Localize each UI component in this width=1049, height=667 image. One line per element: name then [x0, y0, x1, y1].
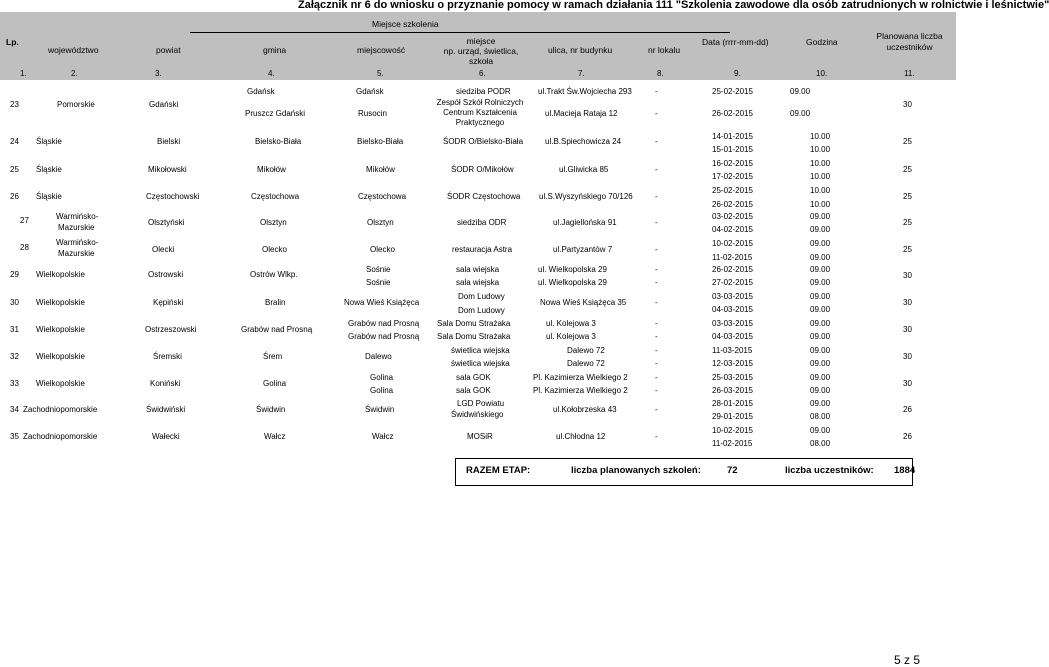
row-gmina: Grabów nad Prosną: [241, 325, 313, 334]
row-date: 26-02-2015: [712, 109, 753, 118]
row-powiat: Koniński: [150, 379, 181, 388]
row-miejscowosc: Sośnie: [366, 278, 391, 287]
column-number-4: 4.: [268, 69, 275, 78]
row-wojewodztwo: Wielkopolskie: [36, 270, 85, 279]
row-ulica: Pl. Kazimierza Wielkiego 2: [533, 373, 628, 382]
row-miejscowosc: Częstochowa: [358, 192, 407, 201]
row-date: 17-02-2015: [712, 172, 753, 181]
row-miejsce: sala wiejska: [456, 278, 500, 287]
row-count: 30: [903, 100, 912, 109]
row-miejscowosc: Dalewo: [365, 352, 392, 361]
header-lp: Lp.: [6, 37, 19, 47]
row-count: 25: [903, 245, 912, 254]
row-powiat: Świdwiński: [146, 405, 186, 414]
row-date: 25-02-2015: [712, 186, 753, 195]
row-hour: 09.00: [810, 319, 831, 328]
row-nr-lokalu: -: [655, 245, 658, 254]
row-ulica: ul.S.Wyszyńskiego 70/126: [539, 192, 633, 201]
row-miejscowosc: Golina: [370, 386, 394, 395]
row-date: 12-03-2015: [712, 359, 753, 368]
row-count: 30: [903, 325, 912, 334]
row-miejsce: sala GOK: [456, 373, 491, 382]
row-powiat: Ostrzeszowski: [145, 325, 197, 334]
row-miejscowosc: Świdwin: [365, 405, 395, 414]
row-wojewodztwo: Mazurskie: [58, 223, 95, 232]
row-miejsce: ŚODR O/Mikołów: [451, 165, 514, 174]
row-ulica: Dalewo 72: [567, 359, 605, 368]
row-gmina: Częstochowa: [251, 192, 300, 201]
row-miejsce: sala wiejska: [456, 265, 500, 274]
row-hour: 08.00: [810, 412, 831, 421]
header-miejsce-2: np. urząd, świetlica,: [443, 46, 519, 56]
row-hour: 10.00: [810, 172, 831, 181]
row-count: 25: [903, 165, 912, 174]
row-nr-lokalu: -: [655, 405, 658, 414]
row-wojewodztwo: Pomorskie: [57, 100, 95, 109]
page-number: 5 z 5: [894, 653, 921, 667]
row-ulica: Nowa Wieś Książęca 35: [540, 298, 627, 307]
row-wojewodztwo: Zachodniopomorskie: [23, 432, 98, 441]
row-count: 30: [903, 271, 912, 280]
column-number-1: 1.: [20, 69, 27, 78]
row-ulica: Pl. Kazimierza Wielkiego 2: [533, 386, 628, 395]
row-date: 11-02-2015: [712, 439, 753, 448]
row-hour: 09.00: [810, 265, 831, 274]
row-miejsce: świetlica wiejska: [451, 346, 510, 355]
row-hour: 09.00: [810, 225, 831, 234]
header-wojewodztwo: województwo: [48, 45, 99, 55]
row-count: 26: [903, 432, 912, 441]
column-number-5: 5.: [377, 69, 384, 78]
row-ulica: Dalewo 72: [567, 346, 605, 355]
row-count: 26: [903, 405, 912, 414]
row-nr-lokalu: -: [655, 359, 658, 368]
row-date: 26-02-2015: [712, 265, 753, 274]
column-number-6: 6.: [479, 69, 486, 78]
row-number: 33: [10, 379, 19, 388]
row-miejsce: Dom Ludowy: [458, 292, 505, 301]
row-miejsce: siedziba ODR: [457, 218, 507, 227]
row-powiat: Gdański: [149, 100, 179, 109]
row-date: 26-03-2015: [712, 386, 753, 395]
row-miejsce: Dom Ludowy: [458, 306, 505, 315]
row-hour: 09.00: [790, 87, 811, 96]
row-number: 31: [10, 325, 19, 334]
row-number: 34: [10, 405, 19, 414]
row-ulica: ul. Wielkopolska 29: [538, 278, 607, 287]
row-miejscowosc: Nowa Wieś Książęca: [344, 298, 420, 307]
row-hour: 09.00: [810, 292, 831, 301]
row-hour: 09.00: [810, 373, 831, 382]
row-powiat: Wałecki: [152, 432, 180, 441]
row-gmina: Pruszcz Gdański: [245, 109, 306, 118]
row-hour: 10.00: [810, 186, 831, 195]
row-wojewodztwo: Śląskie: [36, 137, 62, 146]
row-miejscowosc: Bielsko-Biała: [357, 137, 404, 146]
row-gmina: Olsztyn: [260, 218, 287, 227]
row-date: 14-01-2015: [712, 132, 753, 141]
header-planowana-1: Planowana liczba: [876, 31, 943, 41]
document-title: Załącznik nr 6 do wniosku o przyznanie pomocy w ramach działania 111 "Szkolenia zawodowe dla osób zatrudnionych w rolnictwie i leśnictwie": [298, 0, 1049, 11]
row-nr-lokalu: -: [655, 265, 658, 274]
row-nr-lokalu: -: [655, 137, 658, 146]
row-date: 25-02-2015: [712, 87, 753, 96]
row-powiat: Kępiński: [153, 298, 184, 307]
row-miejscowosc: Mikołów: [366, 165, 395, 174]
row-miejscowosc: Golina: [370, 373, 394, 382]
row-gmina: Gdańsk: [247, 87, 275, 96]
row-gmina: Ostrów Wlkp.: [250, 270, 298, 279]
row-wojewodztwo: Śląskie: [36, 165, 62, 174]
row-nr-lokalu: -: [655, 278, 658, 287]
row-wojewodztwo: Wielkopolskie: [36, 325, 85, 334]
row-hour: 09.00: [810, 212, 831, 221]
row-count: 30: [903, 298, 912, 307]
row-number: 24: [10, 137, 19, 146]
row-nr-lokalu: -: [655, 298, 658, 307]
row-hour: 09.00: [810, 305, 831, 314]
row-ulica: ul.Partyzantów 7: [553, 245, 613, 254]
row-count: 25: [903, 218, 912, 227]
row-powiat: Olsztyński: [148, 218, 185, 227]
row-ulica: ul.Chłodna 12: [556, 432, 606, 441]
row-ulica: ul.B.Spiechowicza 24: [545, 137, 622, 146]
row-powiat: Ostrowski: [148, 270, 184, 279]
row-gmina: Bielsko-Biała: [255, 137, 302, 146]
row-miejsce: LGD Powiatu: [457, 399, 505, 408]
header-planowana-2: uczestników: [886, 42, 933, 52]
row-miejsce: sala GOK: [456, 386, 491, 395]
row-date: 03-03-2015: [712, 319, 753, 328]
header-miejsce-1: miejsce: [466, 36, 496, 46]
header-nr-lokalu: nr lokalu: [648, 45, 681, 55]
row-nr-lokalu: -: [655, 386, 658, 395]
row-date: 15-01-2015: [712, 145, 753, 154]
row-number: 28: [20, 243, 29, 252]
row-ulica: ul. Wielkopolska 29: [538, 265, 607, 274]
row-nr-lokalu: -: [655, 165, 658, 174]
row-miejsce: MOSiR: [467, 432, 493, 441]
header-godzina: Godzina: [806, 37, 838, 47]
header-gmina: gmina: [263, 45, 287, 55]
row-date: 03-02-2015: [712, 212, 753, 221]
column-number-7: 7.: [578, 69, 585, 78]
row-gmina: Bralin: [265, 298, 286, 307]
row-date: 04-03-2015: [712, 305, 753, 314]
row-miejscowosc: Gdańsk: [356, 87, 384, 96]
row-hour: 09.00: [810, 386, 831, 395]
row-date: 04-03-2015: [712, 332, 753, 341]
column-number-2: 2.: [71, 69, 78, 78]
row-gmina: Śrem: [263, 352, 283, 361]
row-number: 27: [20, 216, 29, 225]
row-ulica: ul.Trakt Św.Wojciecha 293: [538, 87, 632, 96]
header-divider: [190, 32, 730, 33]
row-hour: 09.00: [810, 332, 831, 341]
row-number: 29: [10, 270, 19, 279]
row-date: 28-01-2015: [712, 399, 753, 408]
row-gmina: Świdwin: [256, 405, 286, 414]
row-number: 35: [10, 432, 19, 441]
row-date: 11-02-2015: [712, 253, 753, 262]
row-powiat: Mikołowski: [148, 165, 187, 174]
row-nr-lokalu: -: [655, 332, 658, 341]
row-nr-lokalu: -: [655, 432, 658, 441]
column-number-8: 8.: [657, 69, 664, 78]
summary-label: RAZEM ETAP:: [466, 465, 531, 476]
row-miejscowosc: Grabów nad Prosną: [348, 332, 420, 341]
row-number: 26: [10, 192, 19, 201]
row-nr-lokalu: -: [655, 319, 658, 328]
row-nr-lokalu: -: [655, 373, 658, 382]
header-powiat: powiat: [156, 45, 181, 55]
row-miejsce: ŚODR Częstochowa: [447, 192, 521, 201]
row-miejscowosc: Olsztyn: [367, 218, 394, 227]
row-count: 25: [903, 137, 912, 146]
header-data: Data (rrrr-mm-dd): [702, 37, 769, 47]
row-hour: 09.00: [810, 426, 831, 435]
row-powiat: Bielski: [157, 137, 181, 146]
row-wojewodztwo: Wielkopolskie: [36, 352, 85, 361]
row-hour: 10.00: [810, 132, 831, 141]
row-count: 30: [903, 379, 912, 388]
row-ulica: ul.Macieja Rataja 12: [545, 109, 618, 118]
row-hour: 09.00: [810, 239, 831, 248]
column-number-3: 3.: [155, 69, 162, 78]
row-hour: 08.00: [810, 439, 831, 448]
row-number: 23: [10, 100, 19, 109]
row-wojewodztwo: Warmińsko-: [56, 212, 99, 221]
row-ulica: ul.Jagiellońska 91: [553, 218, 617, 227]
row-date: 27-02-2015: [712, 278, 753, 287]
row-gmina: Wałcz: [264, 432, 286, 441]
row-ulica: ul. Kolejowa 3: [546, 319, 596, 328]
row-miejsce: Sala Domu Strażaka: [437, 332, 511, 341]
row-date: 16-02-2015: [712, 159, 753, 168]
summary-uczestnikow-label: liczba uczestników:: [785, 465, 874, 476]
row-nr-lokalu: -: [655, 192, 658, 201]
row-nr-lokalu: -: [655, 346, 658, 355]
row-number: 25: [10, 165, 19, 174]
row-wojewodztwo: Mazurskie: [58, 249, 95, 258]
row-hour: 09.00: [810, 253, 831, 262]
header-miejsce-szkolenia: Miejsce szkolenia: [372, 19, 439, 29]
row-gmina: Mikołów: [257, 165, 286, 174]
row-hour: 10.00: [810, 159, 831, 168]
column-number-11: 11.: [904, 69, 915, 78]
header-miejscowosc: miejscowość: [357, 45, 406, 55]
header-ulica: ulica, nr budynku: [548, 45, 613, 55]
row-miejscowosc: Wałcz: [372, 432, 394, 441]
row-hour: 09.00: [810, 278, 831, 287]
row-powiat: Śremski: [153, 352, 182, 361]
row-count: 25: [903, 192, 912, 201]
row-wojewodztwo: Warmińsko-: [56, 238, 99, 247]
summary-szkolen-value: 72: [727, 465, 738, 476]
row-powiat: Olecki: [152, 245, 175, 254]
row-miejsce: Sala Domu Strażaka: [437, 319, 511, 328]
row-number: 30: [10, 298, 19, 307]
row-miejscowosc: Olecko: [370, 245, 395, 254]
row-nr-lokalu: -: [655, 109, 658, 118]
row-miejsce: restauracja Astra: [452, 245, 513, 254]
column-number-10: 10.: [816, 69, 828, 78]
row-date: 26-02-2015: [712, 200, 753, 209]
summary-uczestnikow-value: 1884: [894, 465, 916, 476]
row-miejsce: Zespół Szkół Rolniczych Centrum Kształcenia Praktycznego: [436, 98, 524, 127]
row-miejscowosc: Sośnie: [366, 265, 391, 274]
row-hour: 10.00: [810, 200, 831, 209]
row-miejscowosc: Rusocin: [358, 109, 387, 118]
row-date: 25-03-2015: [712, 373, 753, 382]
row-gmina: Olecko: [262, 245, 287, 254]
row-nr-lokalu: -: [655, 218, 658, 227]
row-date: 04-02-2015: [712, 225, 753, 234]
row-hour: 10.00: [810, 145, 831, 154]
row-nr-lokalu: -: [655, 87, 658, 96]
row-miejsce: siedziba PODR: [456, 87, 511, 96]
row-hour: 09.00: [810, 346, 831, 355]
row-miejsce: świetlica wiejska: [451, 359, 510, 368]
row-date: 11-03-2015: [712, 346, 753, 355]
row-count: 30: [903, 352, 912, 361]
row-ulica: ul.Kołobrzeska 43: [553, 405, 617, 414]
row-date: 29-01-2015: [712, 412, 753, 421]
column-number-9: 9.: [734, 69, 741, 78]
row-date: 10-02-2015: [712, 239, 753, 248]
row-powiat: Częstochowski: [146, 192, 200, 201]
row-gmina: Golina: [263, 379, 287, 388]
summary-szkolen-label: liczba planowanych szkoleń:: [571, 465, 701, 476]
row-ulica: ul. Kolejowa 3: [546, 332, 596, 341]
row-wojewodztwo: Śląskie: [36, 192, 62, 201]
row-miejsce: ŚODR O/Bielsko-Biała: [443, 137, 524, 146]
row-hour: 09.00: [810, 399, 831, 408]
row-hour: 09.00: [810, 359, 831, 368]
row-date: 03-03-2015: [712, 292, 753, 301]
row-ulica: ul.Gliwicka 85: [559, 165, 609, 174]
row-miejsce: Świdwińskiego: [451, 410, 504, 419]
row-hour: 09.00: [790, 109, 811, 118]
row-miejscowosc: Grabów nad Prosną: [348, 319, 420, 328]
row-wojewodztwo: Wielkopolskie: [36, 379, 85, 388]
header-miejsce-3: szkoła: [468, 56, 494, 66]
row-number: 32: [10, 352, 19, 361]
row-date: 10-02-2015: [712, 426, 753, 435]
row-wojewodztwo: Zachodniopomorskie: [23, 405, 98, 414]
row-wojewodztwo: Wielkopolskie: [36, 298, 85, 307]
